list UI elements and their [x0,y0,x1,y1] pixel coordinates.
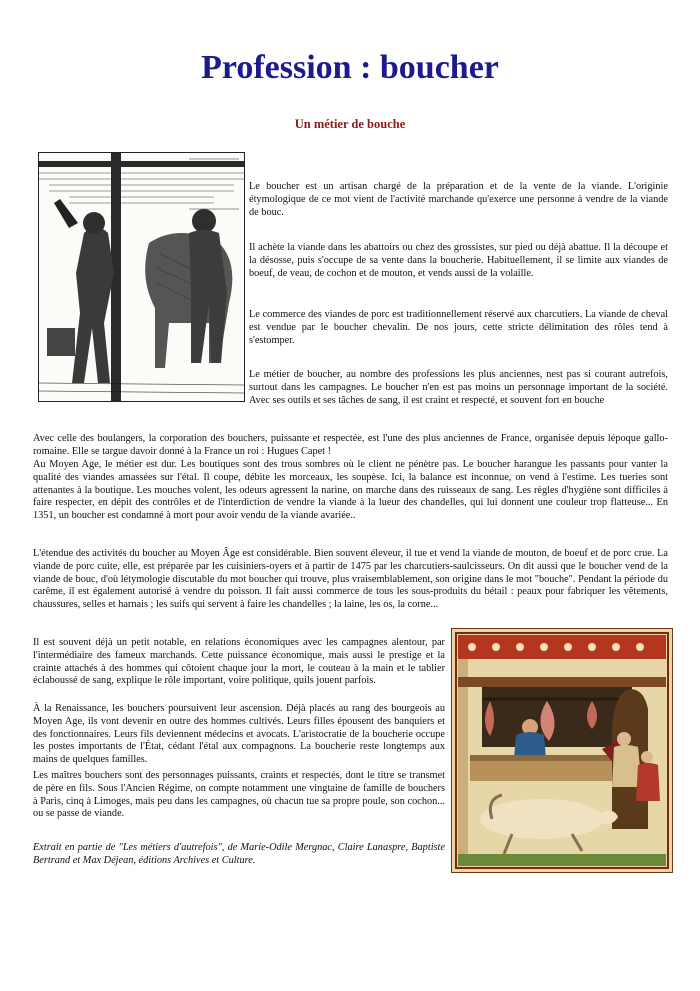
page-title: Profession : boucher [201,49,499,86]
miniature-drawing [452,629,672,872]
paragraph-renaissance: À la Renaissance, les bouchers poursuivent leur ascension. Déjà placés au rang des bourgeois au Moyen Age, ils vont devenir en outre des hommes cultivés. Leurs filles épousent des banquiers et des fonctionnaires. Leurs fils deviennent médecins et avocats. L'aristocratie de la boucherie occupe les postes importants de l'État, cédant l'étal aux compagnons. La boucherie reste longtemps aux mains de quelques familles. [33,703,445,766]
paragraph-activities: Il achète la viande dans les abattoirs ou chez des grossistes, sur pied ou déjà abattue. Il la découpe et la désosse, puis s'occupe de sa vente dans la boucherie. Habituellement, il se limite aux viandes de boeuf, de veau, de cochon et de mouton, et vends aussi de la volaille. [249,242,668,279]
paragraph-ancient-profession: Le métier de boucher, au nombre des professions les plus anciennes, nest pas si courant autrefois, surtout dans les campagnes. Le boucher n'en est pas moins un personnage important de la société. Avec ses outils et ses tâches de sang, il est craint et respecté, et souvent fort en bouche [249,369,668,406]
paragraph-middle-ages: Au Moyen Age, le métier est dur. Les boutiques sont des trous sombres où le client ne pénètre pas. Le boucher harangue les passants pour vanter la qualité des viandes amassées sur l'étal. Il coupe, débite les morceaux, les soupèse. Ici, la balance est inconnue, on vend à l'estime. Les tueries sont attenantes à la boutique. Les mouches volent, les odeurs agressent la narine, on marche dans des ruisseaux de sang. Les règles d'hygiène sont difficiles à faire respecter, en dépit des contrôles et de l'interdiction de vendre la viande à la lueur des chandelles, qui lui donnent une couleur trop flatteuse... En 1351, un boucher est condamné à mort pour avoir vendu de la viande avariée.. [33,459,668,522]
paragraph-notable: Il est souvent déjà un petit notable, en relations économiques avec les campagnes alentour, par l'intermédiaire des fameux marchands. Cette puissance économique, mais aussi le prestige et la crainte attachés à des hommes qui côtoient chaque jour la mort, le couteau à la main et le tablier éclaboussé de sang, explique le rôle important, voire politique, quils jouent parfois. [33,637,445,687]
paragraph-definition: Le boucher est un artisan chargé de la préparation et de la vente de la viande. L'originie étymologique de ce mot vient de l'activité marchande qu'exerce une personne à vendre de la viande de bouc. [249,181,668,218]
paragraph-pork-horse: Le commerce des viandes de porc est traditionnellement réservé aux charcutiers. La viande de cheval est vendue par le boucher chevalin. De nos jours, cette stricte délimitation des rôles tend à s'estomper. [249,309,668,346]
source-citation: Extrait en partie de "Les métiers d'autrefois", de Marie-Odile Mergnac, Claire Lanaspre, Baptiste Bertrand et Max Déjean, éditions Archives et Culture. [33,842,445,866]
woodcut-drawing [39,153,244,401]
woodcut-butchers-illustration [38,152,245,402]
page-subtitle: Un métier de bouche [294,117,406,131]
paragraph-activities-middle-ages: L'étendue des activités du boucher au Moyen Âge est considérable. Bien souvent éleveur, il tue et vend la viande de mouton, de boeuf et de porc crue. La viande de porc cuite, elle, est préparée par les cuisiniers-oyers et à partir de 1475 par les charcutiers-saulcisseurs. On dit aussi que le boucher vend de la viande de bouc, d'où létymologie discutable du mot boucher qui trouve, plus vraisemblablement, son origine dans le mot "bouche". Pendant la période du carême, il est également autorisé à vendre du poisson. Il fait aussi commerce de tous les sous-produits du bétail : peaux pour fabriquer les vêtements, chaussures, selles et harnais ; les suifs qui servent à faire les chandelles ; la laine, les os, la corne... [33,548,668,611]
paragraph-master-butchers: Les maîtres bouchers sont des personnages puissants, craints et respectés, dont le titre se transmet de père en fils. Sous l'Ancien Régime, on compte notamment une vingtaine de famille de bouchers à Paris, cinq à Limoges, mais peu dans les campagnes, où chacun tue sa propre poule, son cochon... ou se passe de viande. [33,770,445,820]
medieval-butcher-shop-illustration [451,628,673,873]
paragraph-corporation: Avec celle des boulangers, la corporation des bouchers, puissante et respectée, est l'une des plus anciennes de France, organisée depuis lépoque gallo-romaine. Elle se targue davoir donné à la France un roi : Hugues Capet ! [33,433,668,457]
